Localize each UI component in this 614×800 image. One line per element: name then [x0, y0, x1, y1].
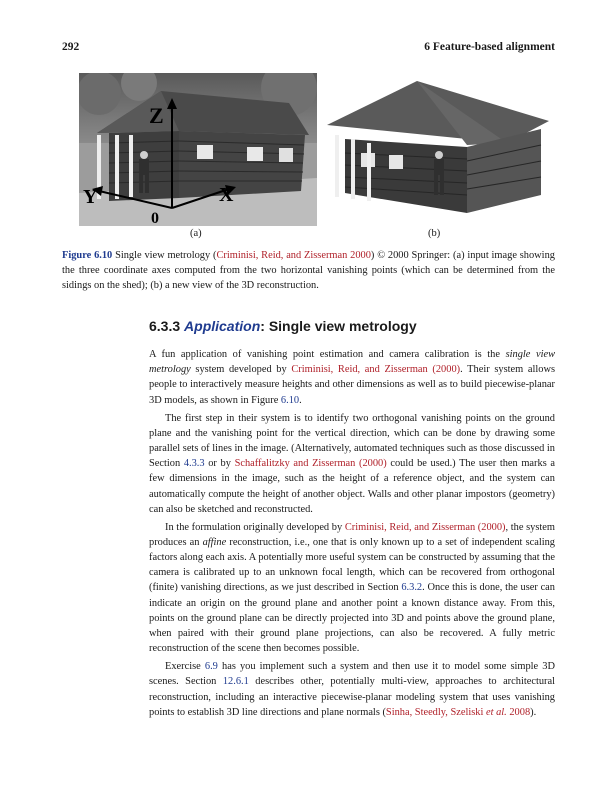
p4-text-2: has you implement such a system and then use it to model some simple 3D scenes. Section: [149, 661, 555, 688]
p1-text-3: . Their system allows people to interactively measure heights and other dimensions as well as to build piecewise-planar 3D models, as shown in Figure: [149, 364, 556, 406]
p3-text-3: reconstruction, i.e., one that is only known up to a set of independent scaling factors along each axis. A potentially more useful system can be constructed by assuming that the camera is calibrated up to an unknown focal length, which can be recovered from orthogonal (finite) vanishing directions, as we just described in Section: [149, 536, 555, 594]
p4-text-3: describes other, potentially multi-view, approaches to architectural reconstruction, including an interactive piecewise-planar modeling system that uses vanishing points to establish 3D line directions and plane normals (: [149, 676, 555, 718]
caption-citation-link[interactable]: Criminisi, Reid, and Zisserman 2000: [216, 250, 371, 261]
p3-text-4: . Once this is done, the user can indicate an origin on the ground plane and another point a known distance away. From this, points on the ground plane can be directly projected into 3D and points above the ground plane, when paired with their ground plane projections, can also be recovered. A fully metric reconstruction of the scene then becomes possible.: [149, 582, 555, 655]
p3-section-ref-link[interactable]: 6.3.2: [401, 582, 423, 594]
p1-text-4: .: [299, 394, 302, 406]
p4-citation-etal[interactable]: et al.: [485, 706, 507, 718]
p1-text-2: system developed by: [190, 364, 292, 376]
section-keyword: Application: [184, 318, 261, 334]
running-head: 6 Feature-based alignment: [424, 41, 555, 53]
section-heading: [149, 318, 417, 334]
caption-text-pre: Single view metrology (: [112, 250, 217, 261]
p3-text-2: , the system produces an: [149, 521, 555, 548]
p1-text-1: A fun application of vanishing point estimation and camera calibration is the: [149, 349, 506, 360]
p4-citation-authors[interactable]: Sinha, Steedly, Szeliski: [385, 706, 486, 718]
page-header: [62, 41, 555, 55]
p2-text-3: could be used.) The user then marks a few dimensions in the image, such as the height of a reference object, and the system can automatically compute the height of another object. Walls and other planar impostors (geometry) can also be sketched and reconstructed.: [149, 458, 556, 515]
figure-photo-b: [327, 73, 553, 226]
figure-photo-a: [79, 73, 317, 226]
section-title-rest: : Single view metrology: [260, 318, 417, 334]
section-number: 6.3.3: [149, 318, 185, 334]
body-text: [149, 347, 555, 723]
p3-text-1: In the formulation originally developed by: [165, 521, 345, 533]
p1-citation-link[interactable]: Criminisi, Reid, and Zisserman (2000): [291, 364, 461, 376]
axis-label-y: Y: [83, 186, 98, 208]
axis-label-origin: 0: [151, 210, 159, 226]
p1-emphasis: single view metrology: [149, 349, 555, 376]
p4-section-ref-link[interactable]: 12.6.1: [222, 676, 249, 688]
caption-text-post: ) © 2000 Springer: (a) input image showing the three coordinate axes computed from the two horizontal vanishing points (which can be determined from the sidings on the shed); (b) a new view of the 3D reconstruction.: [62, 250, 555, 291]
p4-exercise-ref-link[interactable]: 6.9: [204, 661, 218, 673]
axis-label-x: X: [219, 184, 234, 206]
axis-label-z: Z: [149, 103, 164, 128]
p2-citation-link[interactable]: Schaffalitzky and Zisserman (2000): [234, 458, 387, 470]
p4-text-4: ).: [530, 706, 537, 718]
paragraph-3: [149, 520, 555, 657]
paragraph-4: [149, 659, 555, 720]
subfigure-label-b: (b): [428, 228, 441, 239]
p4-text-1: Exercise: [165, 661, 205, 673]
p4-citation-link[interactable]: [386, 707, 530, 718]
figure-label: Figure 6.10: [62, 250, 113, 261]
paragraph-2: [149, 411, 555, 517]
p4-citation-year[interactable]: 2008: [506, 706, 531, 718]
paragraph-1: [149, 347, 555, 408]
p2-text-2: or by: [204, 458, 235, 470]
figure-caption: [62, 248, 555, 293]
p2-text-1: The first step in their system is to identify two orthogonal vanishing points on the ground plane and the vanishing point for the vertical direction, which can be done by drawing some parallel sets of lines in the image. (Alternatively, automated techniques such as those discussed in Section: [149, 412, 555, 470]
p3-citation-link[interactable]: Criminisi, Reid, and Zisserman (2000): [344, 521, 506, 533]
p2-section-ref-link[interactable]: 4.3.3: [183, 458, 205, 470]
page-number: 292: [62, 41, 80, 53]
p1-figure-ref-link[interactable]: 6.10: [280, 394, 300, 406]
subfigure-label-a: (a): [190, 228, 202, 239]
p3-emphasis: affine: [202, 536, 227, 548]
